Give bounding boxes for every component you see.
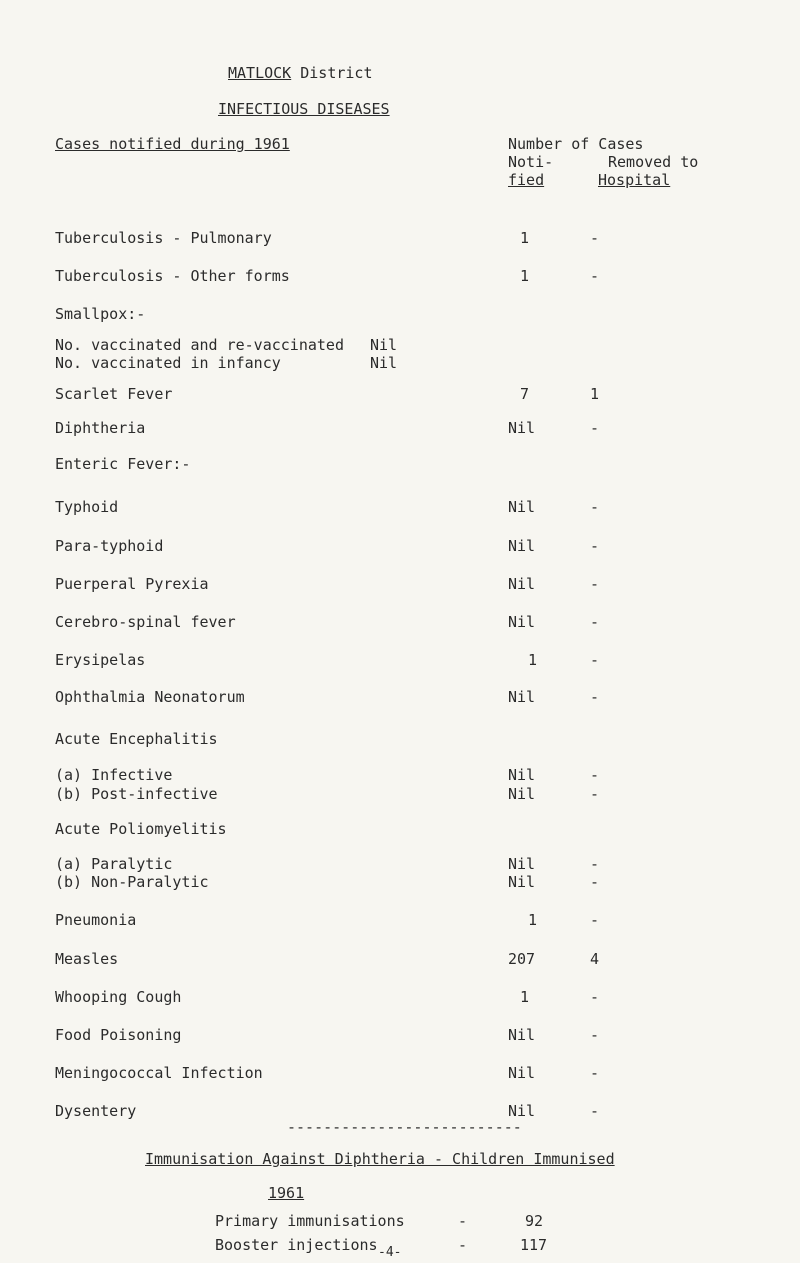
disease-label: Acute Encephalitis xyxy=(55,730,218,748)
removed-value: - xyxy=(590,613,600,631)
district-suffix: District xyxy=(291,64,373,82)
booster-injections-value: 117 xyxy=(520,1236,548,1254)
removed-value: - xyxy=(590,766,600,784)
col-header-notified-1: Noti- xyxy=(508,153,554,171)
disease-label: No. vaccinated in infancy xyxy=(55,354,281,372)
disease-label: Pneumonia xyxy=(55,911,137,929)
disease-label: Measles xyxy=(55,950,119,968)
col-header-number-of-cases: Number of Cases xyxy=(508,135,644,153)
notified-value: Nil xyxy=(508,855,536,873)
removed-value: - xyxy=(590,855,600,873)
removed-value: - xyxy=(590,1064,600,1082)
notified-value: Nil xyxy=(508,785,536,803)
disease-label: (b) Non-Paralytic xyxy=(55,873,209,891)
notified-value: 1 xyxy=(520,229,530,247)
sub-value: Nil xyxy=(370,354,398,372)
notified-value: 1 xyxy=(528,911,538,929)
notified-value: Nil xyxy=(508,1102,536,1120)
notified-value: Nil xyxy=(508,1064,536,1082)
disease-label: Scarlet Fever xyxy=(55,385,173,403)
disease-label: (a) Infective xyxy=(55,766,173,784)
notified-value: Nil xyxy=(508,613,536,631)
disease-label: Cerebro-spinal fever xyxy=(55,613,236,631)
removed-value: - xyxy=(590,537,600,555)
disease-label: No. vaccinated and re-vaccinated xyxy=(55,336,344,354)
immunisation-year: 1961 xyxy=(268,1184,305,1202)
disease-label: Para-typhoid xyxy=(55,537,164,555)
removed-value: - xyxy=(590,267,600,285)
disease-label: Acute Poliomyelitis xyxy=(55,820,227,838)
removed-value: - xyxy=(590,1102,600,1120)
notified-value: Nil xyxy=(508,537,536,555)
removed-value: - xyxy=(590,498,600,516)
removed-value: - xyxy=(590,688,600,706)
notified-value: Nil xyxy=(508,1026,536,1044)
notified-value: Nil xyxy=(508,419,536,437)
notified-value: 1 xyxy=(520,267,530,285)
removed-value: - xyxy=(590,651,600,669)
primary-immunisations-value: 92 xyxy=(525,1212,544,1230)
removed-value: 4 xyxy=(590,950,600,968)
notified-value: 7 xyxy=(520,385,530,403)
disease-label: Meningococcal Infection xyxy=(55,1064,263,1082)
notified-value: 1 xyxy=(520,988,530,1006)
cases-heading: Cases notified during 1961 xyxy=(55,135,290,153)
section-divider: -------------------------- xyxy=(287,1118,522,1136)
disease-label: Ophthalmia Neonatorum xyxy=(55,688,245,706)
notified-value: Nil xyxy=(508,688,536,706)
primary-dash: - xyxy=(458,1212,468,1230)
notified-value: Nil xyxy=(508,498,536,516)
notified-value: Nil xyxy=(508,766,536,784)
notified-value: 1 xyxy=(528,651,538,669)
removed-value: - xyxy=(590,229,600,247)
disease-label: Smallpox:- xyxy=(55,305,146,323)
col-header-removed-1: Removed to xyxy=(608,153,699,171)
removed-value: - xyxy=(590,911,600,929)
disease-label: Dysentery xyxy=(55,1102,137,1120)
sub-value: Nil xyxy=(370,336,398,354)
disease-label: (b) Post-infective xyxy=(55,785,218,803)
removed-value: - xyxy=(590,419,600,437)
district-name: MATLOCK xyxy=(228,64,292,82)
notified-value: Nil xyxy=(508,873,536,891)
primary-immunisations-label: Primary immunisations xyxy=(215,1212,405,1230)
booster-injections-label: Booster injections xyxy=(215,1236,378,1254)
disease-label: Enteric Fever:- xyxy=(55,455,191,473)
disease-label: Tuberculosis - Pulmonary xyxy=(55,229,272,247)
disease-label: Food Poisoning xyxy=(55,1026,182,1044)
notified-value: Nil xyxy=(508,575,536,593)
disease-label: (a) Paralytic xyxy=(55,855,173,873)
disease-label: Tuberculosis - Other forms xyxy=(55,267,290,285)
disease-label: Whooping Cough xyxy=(55,988,182,1006)
removed-value: - xyxy=(590,873,600,891)
disease-label: Typhoid xyxy=(55,498,119,516)
col-header-notified-2: fied xyxy=(508,171,545,189)
page-title: INFECTIOUS DISEASES xyxy=(218,100,390,118)
immunisation-title: Immunisation Against Diphtheria - Children Immunised xyxy=(145,1150,615,1168)
page-number: -4- xyxy=(378,1245,402,1260)
disease-label: Puerperal Pyrexia xyxy=(55,575,209,593)
booster-dash: - xyxy=(458,1236,468,1254)
notified-value: 207 xyxy=(508,950,536,968)
removed-value: - xyxy=(590,785,600,803)
col-header-removed-2: Hospital xyxy=(598,171,671,189)
disease-label: Erysipelas xyxy=(55,651,146,669)
removed-value: - xyxy=(590,575,600,593)
removed-value: - xyxy=(590,988,600,1006)
disease-label: Diphtheria xyxy=(55,419,146,437)
removed-value: - xyxy=(590,1026,600,1044)
removed-value: 1 xyxy=(590,385,600,403)
